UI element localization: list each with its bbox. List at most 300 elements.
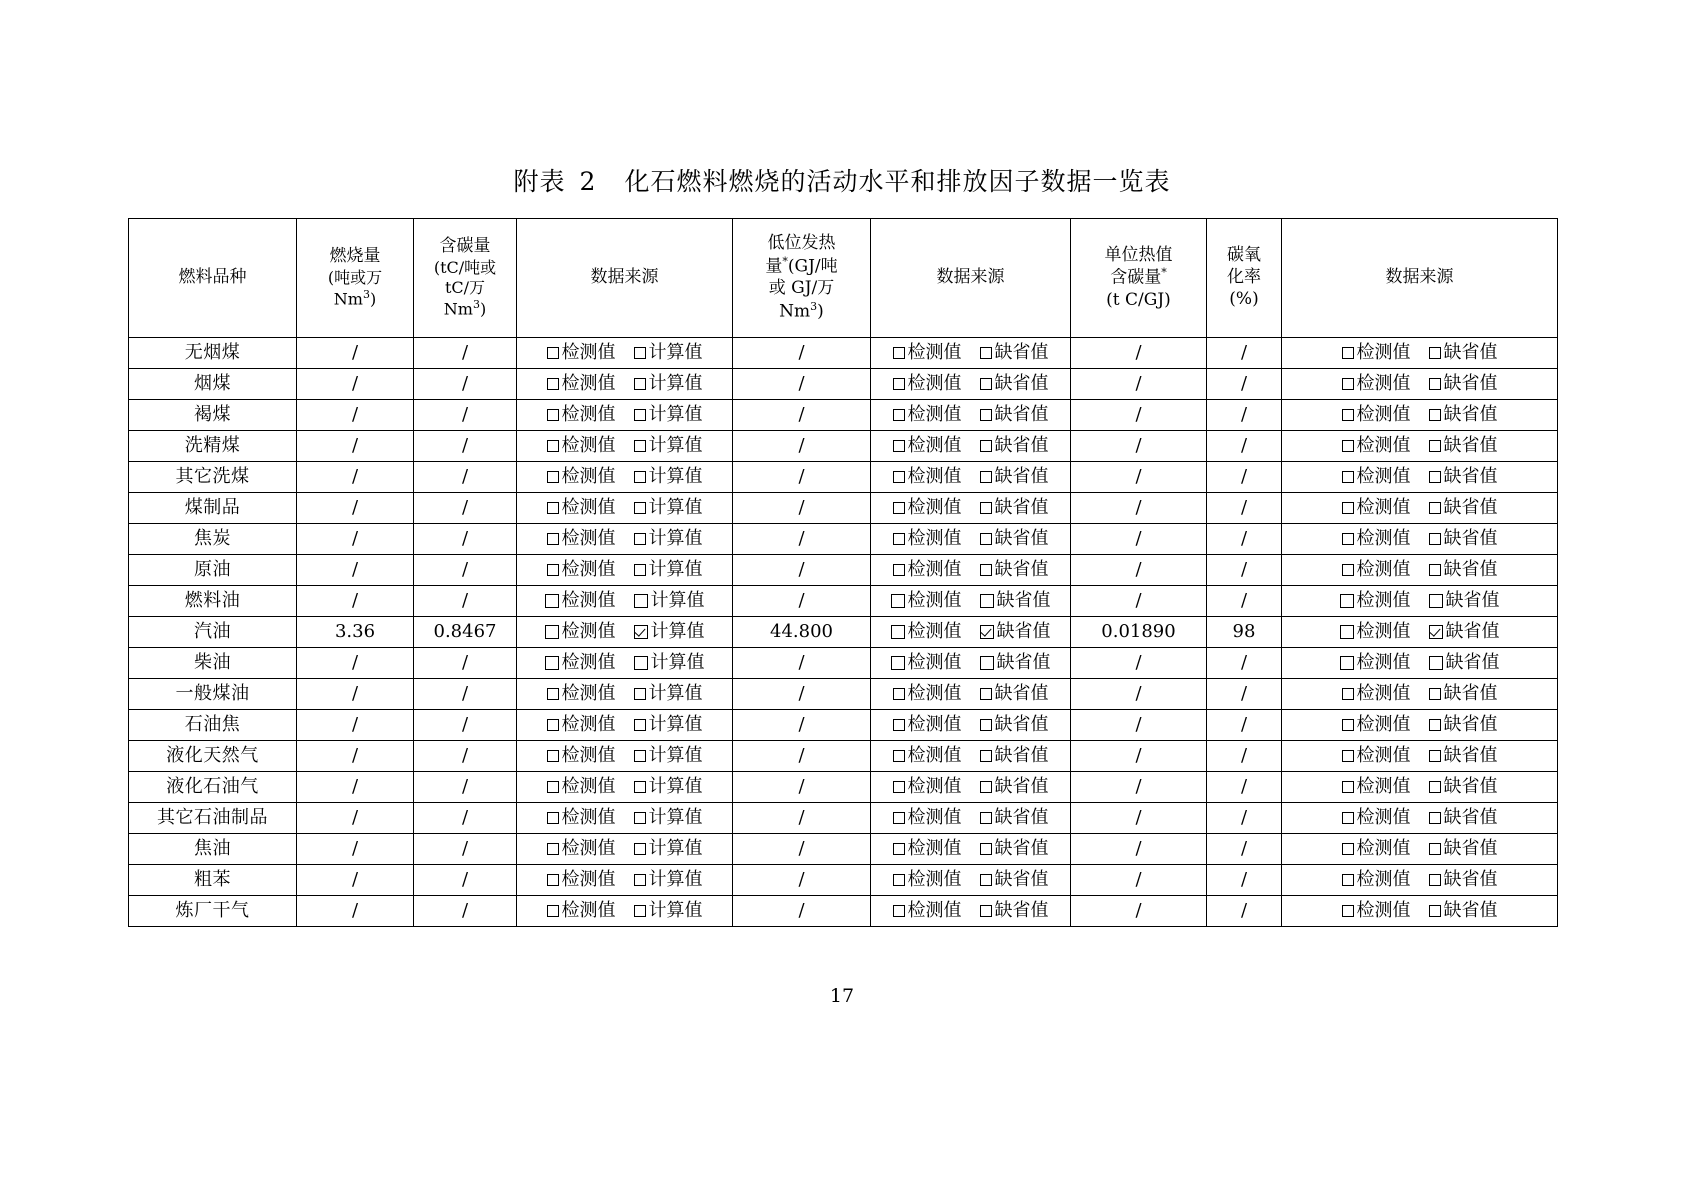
unit-heat-carbon-cell[interactable]: / [1071, 555, 1207, 586]
source-3-alt-checkbox[interactable] [1429, 625, 1443, 639]
source-3-alt[interactable] [1429, 713, 1498, 736]
source-2-measured[interactable] [893, 713, 962, 736]
carbon-content-cell[interactable]: / [414, 896, 517, 927]
source-1-alt[interactable] [634, 465, 703, 488]
carbon-oxidation-cell[interactable]: / [1207, 338, 1282, 369]
source-2-measured-checkbox[interactable] [893, 378, 905, 390]
carbon-content-cell[interactable]: / [414, 803, 517, 834]
source-3-measured[interactable] [1340, 620, 1411, 643]
source-2-alt-checkbox[interactable] [980, 874, 992, 886]
source-2-measured-checkbox[interactable] [893, 533, 905, 545]
carbon-content-cell[interactable]: / [414, 493, 517, 524]
combustion-amount-cell[interactable]: / [297, 865, 414, 896]
source-3-alt-checkbox[interactable] [1429, 502, 1441, 514]
source-3-alt[interactable] [1429, 682, 1498, 705]
source-3-measured-checkbox[interactable] [1340, 625, 1354, 639]
combustion-amount-cell[interactable]: / [297, 524, 414, 555]
source-3-alt[interactable] [1429, 620, 1500, 643]
low-heat-value-cell[interactable]: / [733, 493, 871, 524]
source-2-measured-checkbox[interactable] [893, 719, 905, 731]
source-2-measured-checkbox[interactable] [893, 502, 905, 514]
carbon-content-cell[interactable]: / [414, 741, 517, 772]
source-1-alt-checkbox[interactable] [634, 719, 646, 731]
source-2-measured[interactable] [893, 806, 962, 829]
source-3-alt-checkbox[interactable] [1429, 781, 1441, 793]
source-1-measured-checkbox[interactable] [547, 874, 559, 886]
source-3-alt-checkbox[interactable] [1429, 533, 1441, 545]
source-3-measured[interactable] [1342, 403, 1411, 426]
combustion-amount-cell[interactable]: / [297, 772, 414, 803]
source-2-measured[interactable] [893, 837, 962, 860]
source-1-measured-checkbox[interactable] [547, 905, 559, 917]
source-1-alt[interactable] [634, 713, 703, 736]
source-2-measured-checkbox[interactable] [893, 750, 905, 762]
source-3-alt[interactable] [1429, 496, 1498, 519]
source-2-alt[interactable] [980, 496, 1049, 519]
source-3-alt-checkbox[interactable] [1429, 843, 1441, 855]
source-3-measured-checkbox[interactable] [1342, 471, 1354, 483]
source-1-alt[interactable] [634, 341, 703, 364]
source-2-measured-checkbox[interactable] [893, 564, 905, 576]
source-1-measured-checkbox[interactable] [545, 656, 559, 670]
source-1-measured-checkbox[interactable] [547, 471, 559, 483]
source-2-measured[interactable] [893, 341, 962, 364]
low-heat-value-cell[interactable]: 44.800 [733, 617, 871, 648]
source-1-measured[interactable] [547, 806, 616, 829]
unit-heat-carbon-cell[interactable]: / [1071, 803, 1207, 834]
source-1-alt[interactable] [634, 775, 703, 798]
combustion-amount-cell[interactable]: / [297, 679, 414, 710]
source-3-measured[interactable] [1342, 496, 1411, 519]
source-2-measured-checkbox[interactable] [893, 409, 905, 421]
source-2-measured[interactable] [893, 682, 962, 705]
source-3-measured[interactable] [1342, 341, 1411, 364]
source-2-measured-checkbox[interactable] [891, 594, 905, 608]
source-2-alt-checkbox[interactable] [980, 409, 992, 421]
source-3-measured[interactable] [1342, 434, 1411, 457]
low-heat-value-cell[interactable]: / [733, 834, 871, 865]
low-heat-value-cell[interactable]: / [733, 400, 871, 431]
source-1-alt-checkbox[interactable] [634, 625, 648, 639]
carbon-content-cell[interactable]: / [414, 679, 517, 710]
source-2-alt[interactable] [980, 713, 1049, 736]
carbon-oxidation-cell[interactable]: / [1207, 555, 1282, 586]
source-1-measured[interactable] [547, 744, 616, 767]
carbon-oxidation-cell[interactable]: / [1207, 741, 1282, 772]
source-2-measured[interactable] [891, 620, 962, 643]
carbon-oxidation-cell[interactable]: / [1207, 524, 1282, 555]
unit-heat-carbon-cell[interactable]: / [1071, 431, 1207, 462]
combustion-amount-cell[interactable]: / [297, 431, 414, 462]
source-3-alt[interactable] [1429, 589, 1500, 612]
combustion-amount-cell[interactable]: / [297, 803, 414, 834]
source-3-alt-checkbox[interactable] [1429, 688, 1441, 700]
source-2-alt-checkbox[interactable] [980, 905, 992, 917]
source-1-alt[interactable] [634, 372, 703, 395]
source-2-measured[interactable] [893, 434, 962, 457]
source-3-measured[interactable] [1342, 713, 1411, 736]
source-1-alt[interactable] [634, 558, 703, 581]
source-3-alt-checkbox[interactable] [1429, 750, 1441, 762]
source-3-alt[interactable] [1429, 837, 1498, 860]
source-2-measured-checkbox[interactable] [893, 781, 905, 793]
source-2-measured-checkbox[interactable] [893, 812, 905, 824]
source-3-alt-checkbox[interactable] [1429, 719, 1441, 731]
unit-heat-carbon-cell[interactable]: / [1071, 772, 1207, 803]
unit-heat-carbon-cell[interactable]: / [1071, 400, 1207, 431]
source-1-alt[interactable] [634, 527, 703, 550]
unit-heat-carbon-cell[interactable]: / [1071, 586, 1207, 617]
carbon-content-cell[interactable]: / [414, 338, 517, 369]
source-1-alt-checkbox[interactable] [634, 812, 646, 824]
source-2-alt-checkbox[interactable] [980, 625, 994, 639]
carbon-oxidation-cell[interactable]: / [1207, 896, 1282, 927]
source-1-measured[interactable] [547, 775, 616, 798]
source-2-alt[interactable] [980, 434, 1049, 457]
source-2-measured[interactable] [893, 403, 962, 426]
source-3-measured-checkbox[interactable] [1342, 812, 1354, 824]
source-1-alt-checkbox[interactable] [634, 843, 646, 855]
source-3-measured-checkbox[interactable] [1342, 874, 1354, 886]
source-1-measured-checkbox[interactable] [547, 378, 559, 390]
unit-heat-carbon-cell[interactable]: / [1071, 741, 1207, 772]
low-heat-value-cell[interactable]: / [733, 555, 871, 586]
source-2-measured[interactable] [891, 651, 962, 674]
carbon-oxidation-cell[interactable]: / [1207, 710, 1282, 741]
source-1-measured-checkbox[interactable] [547, 440, 559, 452]
source-2-alt-checkbox[interactable] [980, 440, 992, 452]
source-2-measured-checkbox[interactable] [891, 656, 905, 670]
source-3-measured[interactable] [1342, 372, 1411, 395]
combustion-amount-cell[interactable]: / [297, 369, 414, 400]
source-2-measured[interactable] [891, 589, 962, 612]
source-2-alt-checkbox[interactable] [980, 378, 992, 390]
source-3-alt-checkbox[interactable] [1429, 440, 1441, 452]
source-1-measured-checkbox[interactable] [547, 533, 559, 545]
source-3-alt-checkbox[interactable] [1429, 812, 1441, 824]
unit-heat-carbon-cell[interactable]: / [1071, 679, 1207, 710]
source-3-measured[interactable] [1340, 589, 1411, 612]
source-3-alt-checkbox[interactable] [1429, 564, 1441, 576]
source-2-alt[interactable] [980, 651, 1051, 674]
source-2-alt[interactable] [980, 372, 1049, 395]
source-3-measured-checkbox[interactable] [1342, 905, 1354, 917]
combustion-amount-cell[interactable]: / [297, 710, 414, 741]
combustion-amount-cell[interactable]: / [297, 555, 414, 586]
unit-heat-carbon-cell[interactable]: / [1071, 648, 1207, 679]
source-2-alt-checkbox[interactable] [980, 688, 992, 700]
low-heat-value-cell[interactable]: / [733, 896, 871, 927]
source-2-measured[interactable] [893, 372, 962, 395]
unit-heat-carbon-cell[interactable]: / [1071, 710, 1207, 741]
unit-heat-carbon-cell[interactable]: / [1071, 493, 1207, 524]
source-2-alt[interactable] [980, 775, 1049, 798]
source-3-measured[interactable] [1342, 899, 1411, 922]
source-1-measured-checkbox[interactable] [545, 594, 559, 608]
unit-heat-carbon-cell[interactable]: / [1071, 896, 1207, 927]
combustion-amount-cell[interactable]: / [297, 586, 414, 617]
source-1-alt-checkbox[interactable] [634, 656, 648, 670]
source-2-alt[interactable] [980, 465, 1049, 488]
source-2-alt-checkbox[interactable] [980, 750, 992, 762]
source-1-measured-checkbox[interactable] [547, 347, 559, 359]
source-2-alt-checkbox[interactable] [980, 347, 992, 359]
source-3-measured[interactable] [1342, 465, 1411, 488]
source-3-alt[interactable] [1429, 465, 1498, 488]
source-1-alt[interactable] [634, 806, 703, 829]
low-heat-value-cell[interactable]: / [733, 338, 871, 369]
carbon-oxidation-cell[interactable]: / [1207, 679, 1282, 710]
source-2-alt-checkbox[interactable] [980, 594, 994, 608]
source-3-alt[interactable] [1429, 651, 1500, 674]
source-3-measured[interactable] [1342, 744, 1411, 767]
source-3-alt[interactable] [1429, 806, 1498, 829]
source-2-measured-checkbox[interactable] [893, 471, 905, 483]
source-2-alt[interactable] [980, 341, 1049, 364]
combustion-amount-cell[interactable]: / [297, 400, 414, 431]
source-1-alt[interactable] [634, 496, 703, 519]
carbon-content-cell[interactable]: / [414, 524, 517, 555]
source-1-measured-checkbox[interactable] [547, 502, 559, 514]
source-2-measured[interactable] [893, 527, 962, 550]
source-3-measured[interactable] [1342, 806, 1411, 829]
carbon-oxidation-cell[interactable]: / [1207, 400, 1282, 431]
source-3-measured-checkbox[interactable] [1342, 750, 1354, 762]
carbon-oxidation-cell[interactable]: 98 [1207, 617, 1282, 648]
source-1-measured[interactable] [547, 899, 616, 922]
combustion-amount-cell[interactable]: / [297, 741, 414, 772]
source-1-measured-checkbox[interactable] [547, 750, 559, 762]
carbon-content-cell[interactable]: / [414, 648, 517, 679]
source-3-measured[interactable] [1342, 682, 1411, 705]
source-3-alt[interactable] [1429, 403, 1498, 426]
combustion-amount-cell[interactable]: / [297, 834, 414, 865]
source-2-measured-checkbox[interactable] [891, 625, 905, 639]
source-3-measured-checkbox[interactable] [1342, 533, 1354, 545]
source-1-measured-checkbox[interactable] [547, 719, 559, 731]
source-2-measured[interactable] [893, 868, 962, 891]
source-2-measured[interactable] [893, 775, 962, 798]
source-1-measured[interactable] [547, 465, 616, 488]
source-3-measured-checkbox[interactable] [1342, 409, 1354, 421]
combustion-amount-cell[interactable]: / [297, 338, 414, 369]
carbon-oxidation-cell[interactable]: / [1207, 586, 1282, 617]
source-2-measured-checkbox[interactable] [893, 347, 905, 359]
low-heat-value-cell[interactable]: / [733, 710, 871, 741]
carbon-oxidation-cell[interactable]: / [1207, 865, 1282, 896]
source-1-measured-checkbox[interactable] [547, 843, 559, 855]
source-3-alt-checkbox[interactable] [1429, 594, 1443, 608]
source-1-alt-checkbox[interactable] [634, 533, 646, 545]
source-1-measured[interactable] [547, 434, 616, 457]
source-1-measured[interactable] [547, 496, 616, 519]
source-1-measured[interactable] [547, 682, 616, 705]
source-2-alt-checkbox[interactable] [980, 843, 992, 855]
source-2-alt[interactable] [980, 682, 1049, 705]
source-3-alt[interactable] [1429, 434, 1498, 457]
source-2-measured[interactable] [893, 899, 962, 922]
carbon-content-cell[interactable]: / [414, 431, 517, 462]
source-1-alt[interactable] [634, 837, 703, 860]
source-2-alt-checkbox[interactable] [980, 564, 992, 576]
source-1-alt-checkbox[interactable] [634, 378, 646, 390]
carbon-oxidation-cell[interactable]: / [1207, 462, 1282, 493]
carbon-content-cell[interactable]: / [414, 369, 517, 400]
source-3-alt-checkbox[interactable] [1429, 378, 1441, 390]
unit-heat-carbon-cell[interactable]: / [1071, 524, 1207, 555]
source-2-alt[interactable] [980, 527, 1049, 550]
source-1-alt[interactable] [634, 868, 703, 891]
source-1-measured-checkbox[interactable] [547, 812, 559, 824]
source-3-measured-checkbox[interactable] [1342, 502, 1354, 514]
carbon-content-cell[interactable]: / [414, 586, 517, 617]
source-1-alt[interactable] [634, 434, 703, 457]
source-2-alt-checkbox[interactable] [980, 719, 992, 731]
source-2-measured[interactable] [893, 744, 962, 767]
source-3-alt-checkbox[interactable] [1429, 905, 1441, 917]
source-3-alt-checkbox[interactable] [1429, 471, 1441, 483]
source-3-measured[interactable] [1342, 527, 1411, 550]
source-2-alt-checkbox[interactable] [980, 781, 992, 793]
source-1-alt-checkbox[interactable] [634, 564, 646, 576]
carbon-oxidation-cell[interactable]: / [1207, 834, 1282, 865]
source-2-measured-checkbox[interactable] [893, 874, 905, 886]
source-3-measured-checkbox[interactable] [1342, 564, 1354, 576]
source-3-alt-checkbox[interactable] [1429, 347, 1441, 359]
low-heat-value-cell[interactable]: / [733, 431, 871, 462]
unit-heat-carbon-cell[interactable]: / [1071, 369, 1207, 400]
combustion-amount-cell[interactable]: / [297, 648, 414, 679]
source-1-measured[interactable] [547, 341, 616, 364]
source-3-measured[interactable] [1342, 868, 1411, 891]
low-heat-value-cell[interactable]: / [733, 586, 871, 617]
carbon-content-cell[interactable]: / [414, 400, 517, 431]
source-2-measured-checkbox[interactable] [893, 440, 905, 452]
carbon-content-cell[interactable]: / [414, 710, 517, 741]
source-2-alt[interactable] [980, 589, 1051, 612]
source-1-measured[interactable] [547, 527, 616, 550]
source-3-measured-checkbox[interactable] [1342, 781, 1354, 793]
source-3-measured-checkbox[interactable] [1342, 719, 1354, 731]
carbon-oxidation-cell[interactable]: / [1207, 803, 1282, 834]
source-2-alt-checkbox[interactable] [980, 502, 992, 514]
source-3-measured-checkbox[interactable] [1342, 378, 1354, 390]
source-2-alt[interactable] [980, 868, 1049, 891]
source-2-alt[interactable] [980, 837, 1049, 860]
source-1-alt-checkbox[interactable] [634, 905, 646, 917]
source-1-alt-checkbox[interactable] [634, 781, 646, 793]
source-1-measured[interactable] [547, 868, 616, 891]
source-3-alt[interactable] [1429, 341, 1498, 364]
source-3-measured-checkbox[interactable] [1342, 440, 1354, 452]
source-2-measured[interactable] [893, 496, 962, 519]
source-3-alt[interactable] [1429, 868, 1498, 891]
source-2-alt[interactable] [980, 620, 1051, 643]
source-1-measured[interactable] [545, 620, 616, 643]
source-3-alt[interactable] [1429, 372, 1498, 395]
carbon-oxidation-cell[interactable]: / [1207, 648, 1282, 679]
source-3-measured[interactable] [1340, 651, 1411, 674]
unit-heat-carbon-cell[interactable]: 0.01890 [1071, 617, 1207, 648]
source-1-alt[interactable] [634, 899, 703, 922]
unit-heat-carbon-cell[interactable]: / [1071, 865, 1207, 896]
source-2-alt[interactable] [980, 744, 1049, 767]
low-heat-value-cell[interactable]: / [733, 741, 871, 772]
carbon-content-cell[interactable]: / [414, 555, 517, 586]
carbon-content-cell[interactable]: / [414, 772, 517, 803]
low-heat-value-cell[interactable]: / [733, 772, 871, 803]
source-1-measured-checkbox[interactable] [547, 688, 559, 700]
source-3-measured-checkbox[interactable] [1342, 347, 1354, 359]
source-2-alt[interactable] [980, 403, 1049, 426]
source-2-alt-checkbox[interactable] [980, 533, 992, 545]
combustion-amount-cell[interactable]: / [297, 493, 414, 524]
source-1-measured-checkbox[interactable] [545, 625, 559, 639]
source-3-alt[interactable] [1429, 899, 1498, 922]
source-2-alt[interactable] [980, 899, 1049, 922]
source-3-measured[interactable] [1342, 775, 1411, 798]
source-1-measured[interactable] [547, 372, 616, 395]
source-1-alt[interactable] [634, 651, 705, 674]
carbon-content-cell[interactable]: 0.8467 [414, 617, 517, 648]
source-2-alt[interactable] [980, 806, 1049, 829]
source-3-measured-checkbox[interactable] [1342, 688, 1354, 700]
source-1-measured-checkbox[interactable] [547, 564, 559, 576]
low-heat-value-cell[interactable]: / [733, 679, 871, 710]
source-1-alt-checkbox[interactable] [634, 471, 646, 483]
source-3-measured[interactable] [1342, 837, 1411, 860]
source-1-alt-checkbox[interactable] [634, 502, 646, 514]
source-1-measured[interactable] [547, 837, 616, 860]
source-2-measured-checkbox[interactable] [893, 688, 905, 700]
source-3-alt[interactable] [1429, 744, 1498, 767]
carbon-oxidation-cell[interactable]: / [1207, 431, 1282, 462]
carbon-oxidation-cell[interactable]: / [1207, 772, 1282, 803]
source-1-measured-checkbox[interactable] [547, 781, 559, 793]
low-heat-value-cell[interactable]: / [733, 803, 871, 834]
source-1-alt[interactable] [634, 403, 703, 426]
low-heat-value-cell[interactable]: / [733, 524, 871, 555]
source-2-measured[interactable] [893, 465, 962, 488]
carbon-content-cell[interactable]: / [414, 865, 517, 896]
source-2-alt[interactable] [980, 558, 1049, 581]
source-1-measured[interactable] [547, 558, 616, 581]
source-1-alt[interactable] [634, 589, 705, 612]
source-1-measured[interactable] [545, 589, 616, 612]
source-3-measured-checkbox[interactable] [1342, 843, 1354, 855]
low-heat-value-cell[interactable]: / [733, 369, 871, 400]
low-heat-value-cell[interactable]: / [733, 462, 871, 493]
source-3-measured-checkbox[interactable] [1340, 656, 1354, 670]
source-1-alt-checkbox[interactable] [634, 440, 646, 452]
source-1-alt[interactable] [634, 682, 703, 705]
source-2-alt-checkbox[interactable] [980, 656, 994, 670]
source-1-measured[interactable] [547, 713, 616, 736]
source-3-alt[interactable] [1429, 775, 1498, 798]
low-heat-value-cell[interactable]: / [733, 865, 871, 896]
unit-heat-carbon-cell[interactable]: / [1071, 834, 1207, 865]
combustion-amount-cell[interactable]: / [297, 462, 414, 493]
low-heat-value-cell[interactable]: / [733, 648, 871, 679]
source-3-measured[interactable] [1342, 558, 1411, 581]
source-3-alt[interactable] [1429, 558, 1498, 581]
carbon-oxidation-cell[interactable]: / [1207, 369, 1282, 400]
source-2-measured-checkbox[interactable] [893, 843, 905, 855]
unit-heat-carbon-cell[interactable]: / [1071, 338, 1207, 369]
source-3-alt[interactable] [1429, 527, 1498, 550]
source-1-alt-checkbox[interactable] [634, 347, 646, 359]
source-1-alt-checkbox[interactable] [634, 688, 646, 700]
